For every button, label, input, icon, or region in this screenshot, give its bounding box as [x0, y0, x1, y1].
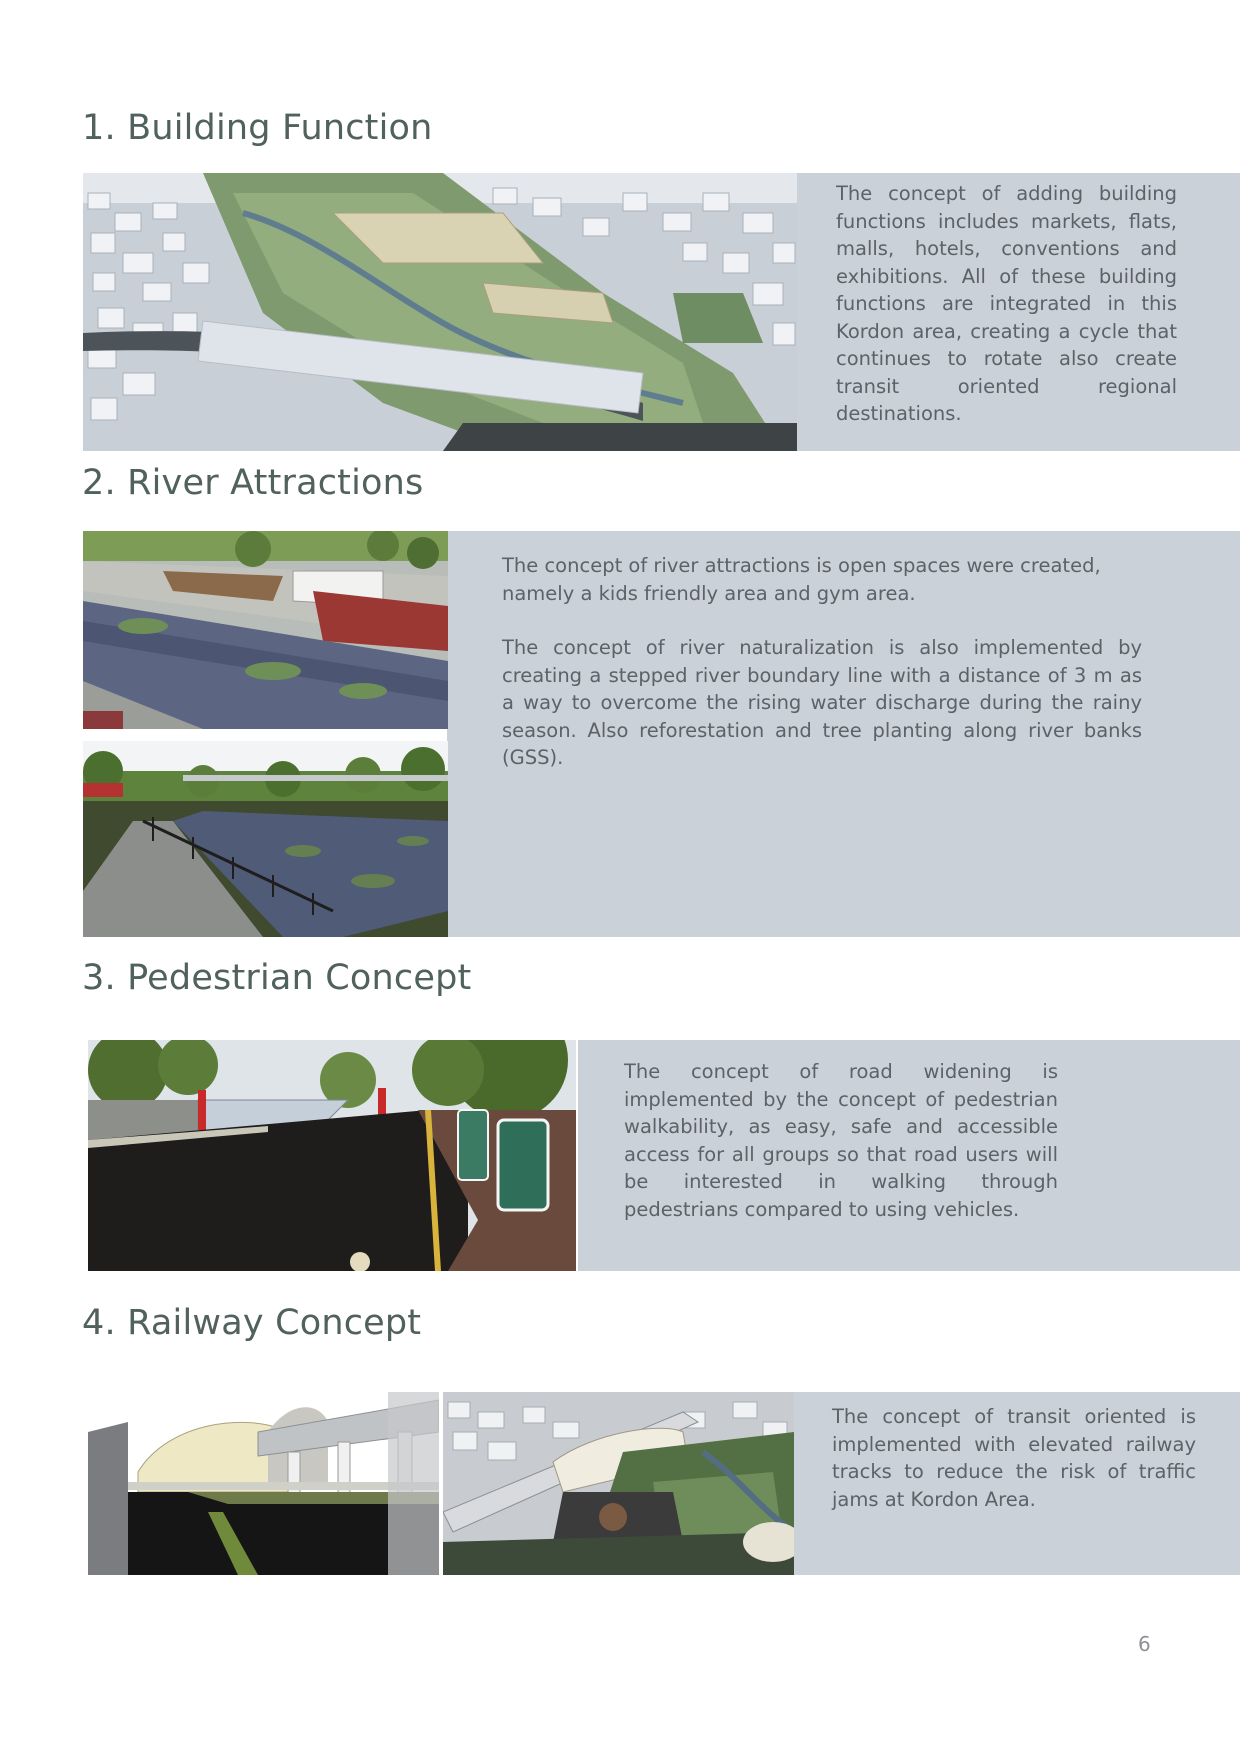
- street-sidewalk-image: [88, 1040, 576, 1271]
- paragraph: The concept of river attractions is open spaces were created, namely a kids friendly area and gym area.: [502, 554, 1101, 605]
- paragraph: The concept of river naturalization is also implemented by creating a stepped river boundary line with a distance of 3 m as a way to overcome the rising water discharge during the rainy season. Also reforestation and tree planting along river banks (GSS).: [502, 636, 1142, 769]
- section-heading-railway-concept: 4. Railway Concept: [82, 1303, 422, 1343]
- section-heading-building-function: 1. Building Function: [82, 108, 433, 148]
- pedestrian-concept-text: [624, 1058, 1058, 1223]
- river-walkway-image: [83, 741, 448, 937]
- paragraph: The concept of transit oriented is implemented with elevated railway tracks to reduce the risk of traffic jams at Kordon Area.: [832, 1405, 1196, 1511]
- section-heading-pedestrian-concept: 3. Pedestrian Concept: [82, 958, 472, 998]
- section-heading-river-attractions: 2. River Attractions: [82, 463, 424, 503]
- riverside-park-image: [83, 531, 448, 729]
- paragraph: The concept of road widening is implemented by the concept of pedestrian walkability, as easy, safe and accessible access for all groups so that road users will be interested in walking through pedestrians compared to using vehicles.: [624, 1060, 1058, 1221]
- aerial-render-image: [83, 173, 797, 451]
- elevated-railway-aerial-image: [443, 1392, 794, 1575]
- railway-concept-text: [832, 1403, 1196, 1513]
- elevated-railway-street-image: [88, 1392, 439, 1575]
- paragraph: The concept of adding building functions includes markets, flats, malls, hotels, conventions and exhibitions. All of these building functions are integrated in this Kordon area, creating a cycle that continues to rotate also create transit oriented regional destinations.: [836, 182, 1177, 425]
- building-function-text: [836, 180, 1177, 428]
- page-number: 6: [1138, 1632, 1151, 1656]
- river-attractions-text: [502, 552, 1142, 772]
